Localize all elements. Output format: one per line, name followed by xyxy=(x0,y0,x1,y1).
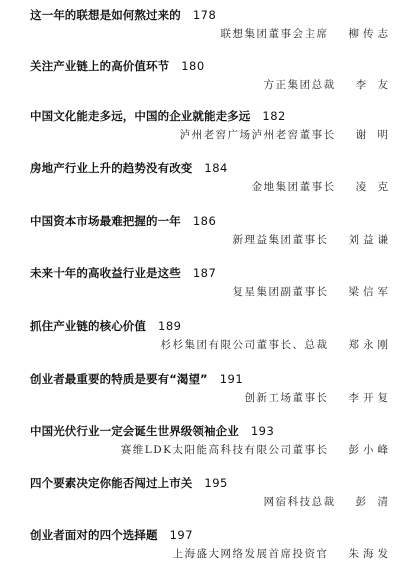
entry-title-line xyxy=(30,58,205,74)
entry-title-line xyxy=(30,475,228,491)
entry-author-line xyxy=(264,77,392,92)
entry-title-line xyxy=(30,265,216,281)
entry-author-name: 梁信军 xyxy=(348,286,392,298)
entry-title: 中国文化能走多远，中国的企业就能走多远 xyxy=(30,109,251,123)
entry-title-line xyxy=(30,7,216,23)
entry-author-name: 谢 明 xyxy=(355,129,392,141)
entry-page-number: 195 xyxy=(204,476,228,490)
entry-title: 四个要素决定你能否闯过上市关 xyxy=(30,476,193,490)
entry-page-number: 187 xyxy=(192,266,217,280)
entry-author-line xyxy=(121,442,392,457)
entry-page-number: 197 xyxy=(169,528,194,542)
entry-page-number: 193 xyxy=(250,424,275,438)
entry-title-line xyxy=(30,318,181,334)
entry-author-position: 杉杉集团有限公司董事长、总裁 xyxy=(160,339,329,351)
entry-author-line xyxy=(264,494,392,509)
entry-page-number: 184 xyxy=(204,161,228,175)
entry-title: 关注产业链上的高价值环节 xyxy=(30,59,170,73)
toc-entry xyxy=(0,265,410,313)
entry-title-line xyxy=(30,160,228,176)
entry-title: 中国资本市场最难把握的一年 xyxy=(30,214,181,228)
entry-author-name: 李 友 xyxy=(355,79,392,91)
entry-author-name: 彭 清 xyxy=(355,496,392,508)
entry-title: 中国光伏行业一定会诞生世界级领袖企业 xyxy=(30,424,239,438)
entry-title-line xyxy=(30,108,286,124)
entry-author-line xyxy=(180,127,392,142)
toc-entry xyxy=(0,475,410,523)
entry-author-name: 柳传志 xyxy=(348,28,392,40)
entry-author-position: 赛维LDK太阳能高科技有限公司董事长 xyxy=(120,444,329,456)
entry-author-line xyxy=(161,337,393,352)
entry-author-line xyxy=(173,546,393,561)
entry-page-number: 191 xyxy=(219,372,244,386)
entry-author-name: 刘益谦 xyxy=(348,234,392,246)
entry-title-line xyxy=(30,527,193,543)
entry-title: 抓住产业链的核心价值 xyxy=(30,319,146,333)
entry-title: 房地产行业上升的趋势没有改变 xyxy=(30,161,193,175)
toc-entry xyxy=(0,58,410,106)
entry-page-number: 182 xyxy=(262,109,286,123)
toc-entry xyxy=(0,160,410,208)
entry-page-number: 186 xyxy=(192,214,217,228)
entry-page-number: 178 xyxy=(192,8,217,22)
entry-author-name: 郑永刚 xyxy=(348,339,392,351)
entry-author-position: 联想集团董事会主席 xyxy=(220,28,329,40)
entry-author-position: 金地集团董事长 xyxy=(251,181,336,193)
entry-author-name: 李开复 xyxy=(348,392,392,404)
toc-entry xyxy=(0,108,410,156)
entry-title: 这一年的联想是如何熬过来的 xyxy=(30,8,181,22)
entry-title-line xyxy=(30,423,274,439)
entry-author-position: 复星集团副董事长 xyxy=(232,286,329,298)
entry-title: 创业者最重要的特质是要有“渴望” xyxy=(30,372,208,386)
entry-title-line xyxy=(30,213,216,229)
entry-title: 创业者面对的四个选择题 xyxy=(30,528,158,542)
entry-author-position: 方正集团总裁 xyxy=(263,79,336,91)
toc-entry xyxy=(0,371,410,419)
entry-author-position: 泸州老窖广场泸州老窖董事长 xyxy=(179,129,336,141)
entry-author-position: 创新工场董事长 xyxy=(244,392,329,404)
entry-title: 未来十年的高收益行业是这些 xyxy=(30,266,181,280)
entry-author-line xyxy=(252,179,392,194)
toc-entry xyxy=(0,423,410,471)
toc-entry xyxy=(0,7,410,55)
entry-author-line xyxy=(233,284,393,299)
entry-author-name: 凌 克 xyxy=(355,181,392,193)
entry-author-name: 朱海发 xyxy=(348,548,392,560)
toc-entry xyxy=(0,318,410,366)
entry-author-line xyxy=(233,232,393,247)
entry-author-position: 上海盛大网络发展首席投资官 xyxy=(172,548,329,560)
entry-page-number: 189 xyxy=(158,319,182,333)
entry-author-line xyxy=(245,390,393,405)
entry-author-position: 新理益集团董事长 xyxy=(232,234,329,246)
entry-page-number: 180 xyxy=(181,59,205,73)
entry-author-position: 网宿科技总裁 xyxy=(263,496,336,508)
toc-entry xyxy=(0,213,410,261)
entry-author-line xyxy=(221,26,393,41)
entry-title-line xyxy=(30,371,243,387)
entry-author-name: 彭小峰 xyxy=(348,444,392,456)
